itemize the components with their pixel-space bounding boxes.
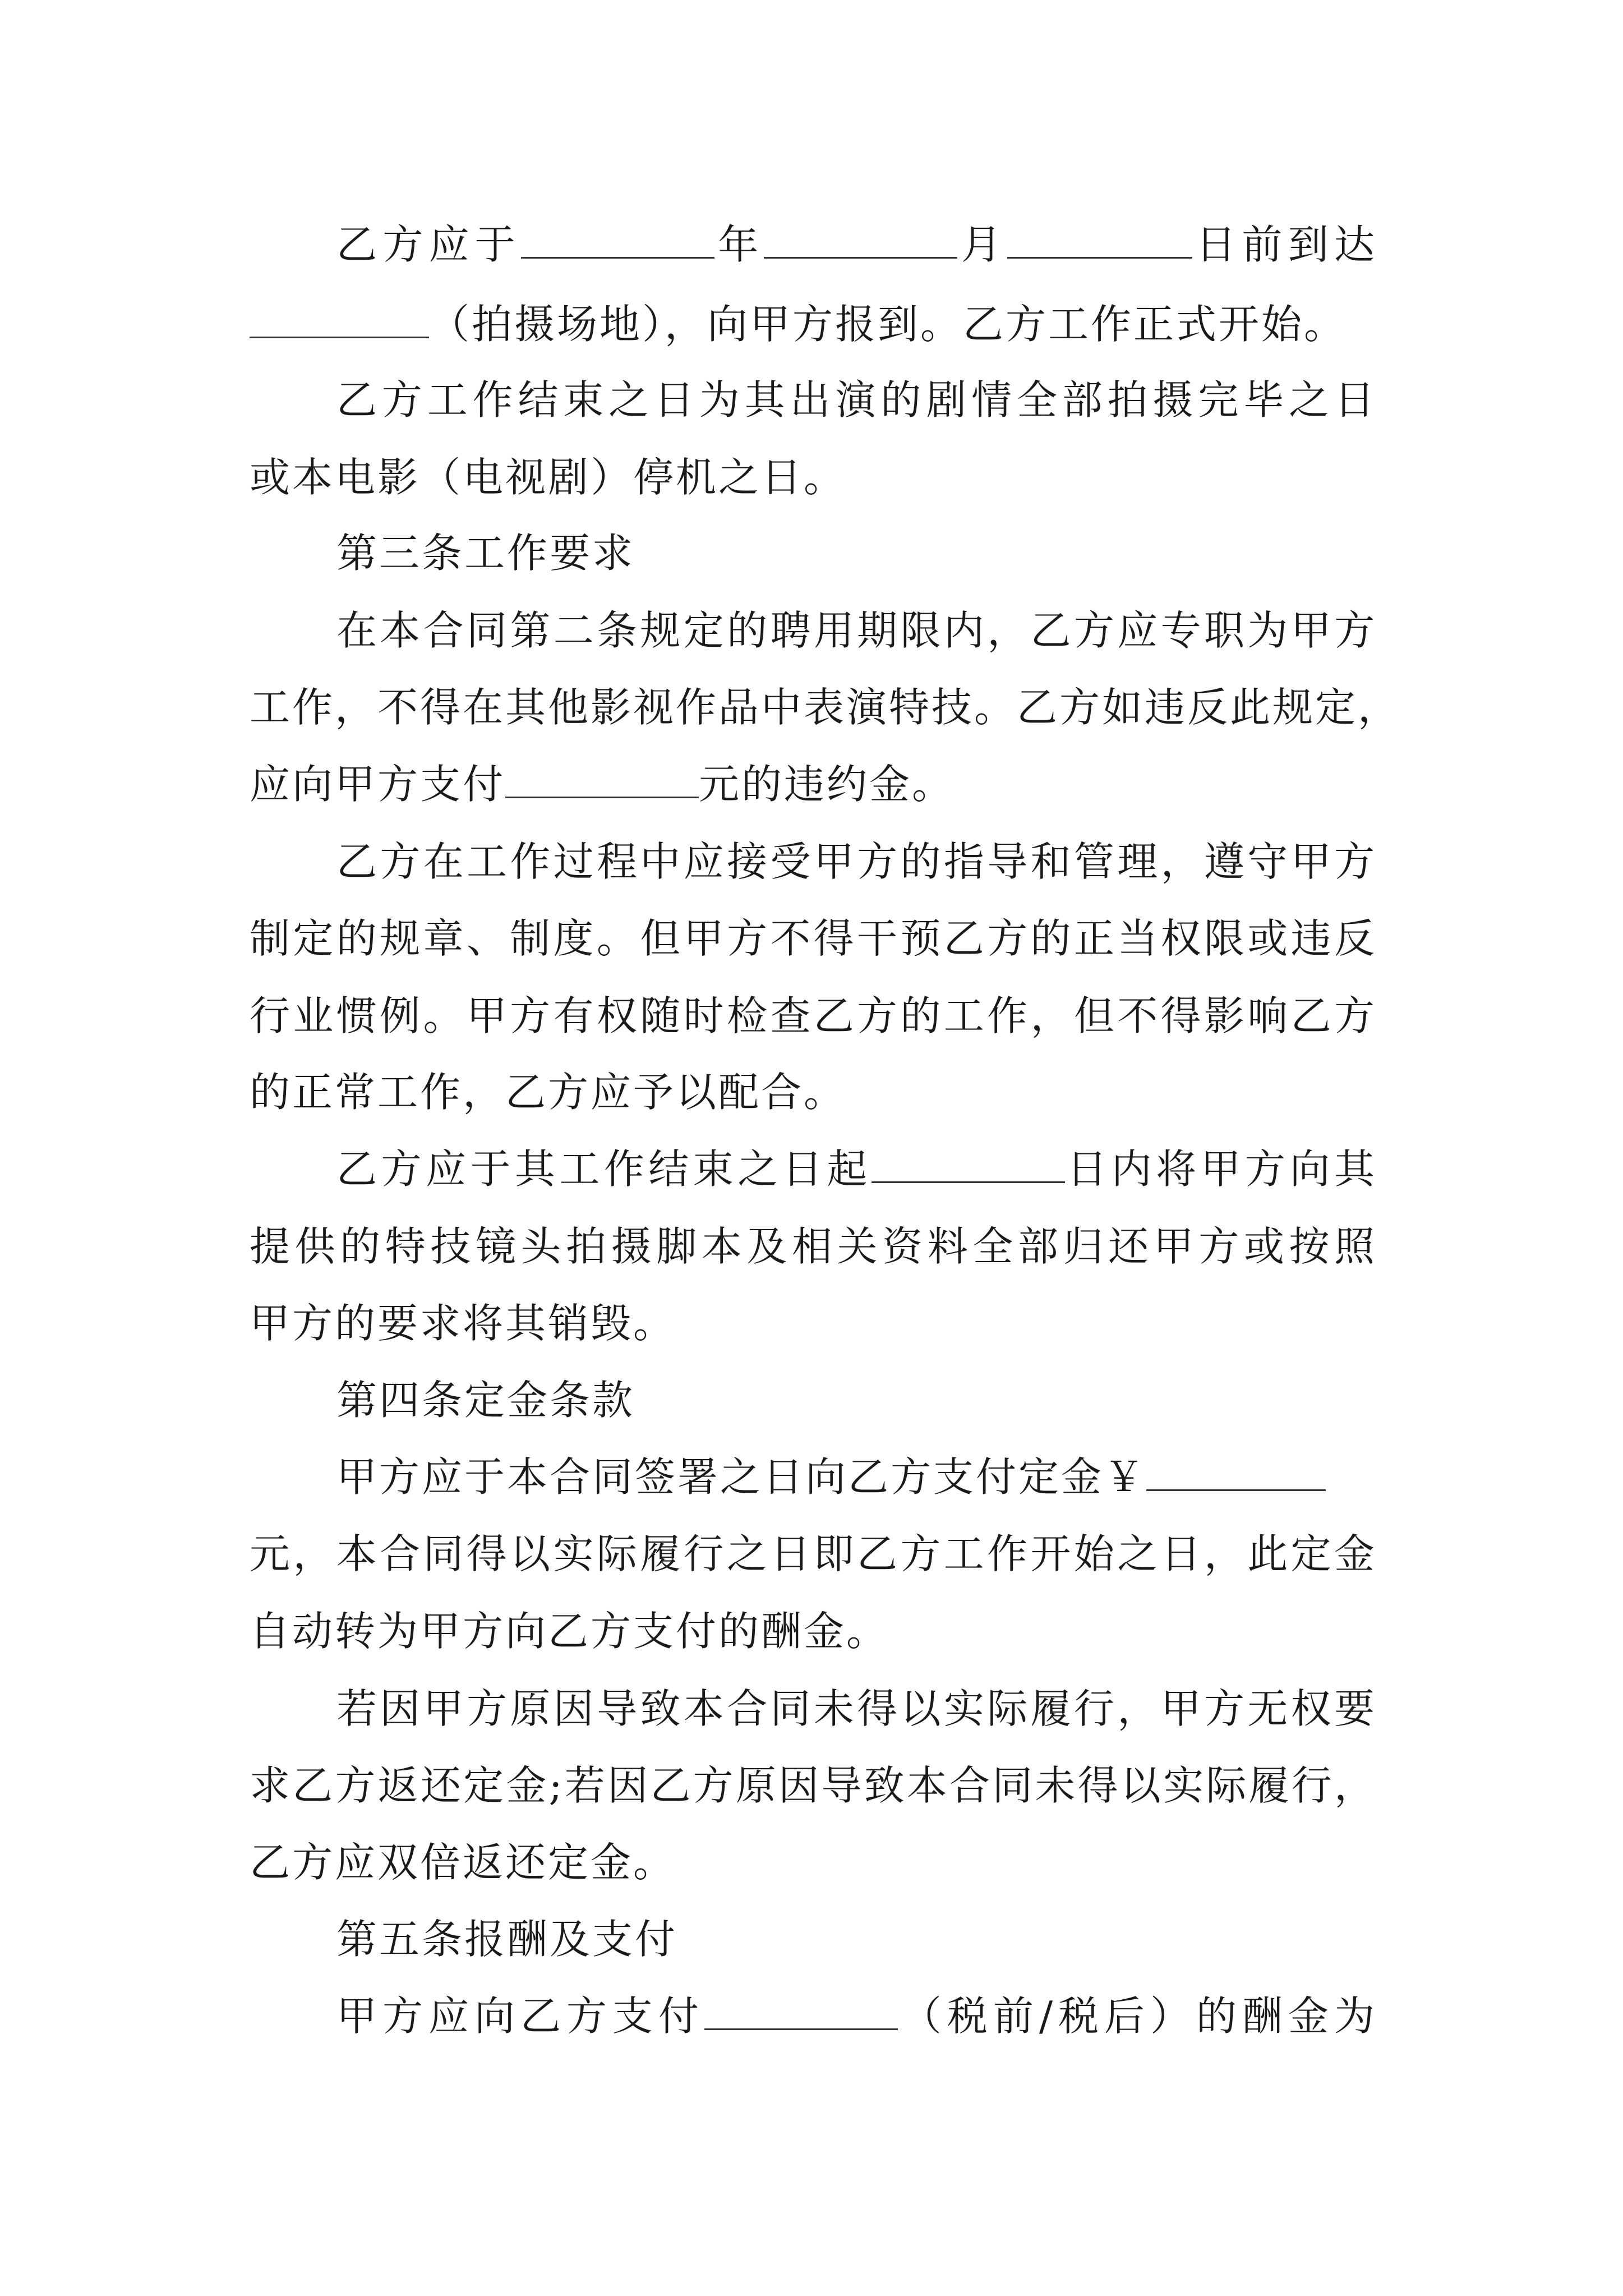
blank-field-day[interactable] <box>1007 222 1192 259</box>
text-run: 乙方应于 <box>336 221 521 268</box>
text-line: 行业惯例。甲方有权随时检查乙方的工作，但不得影响乙方 <box>250 992 1377 1039</box>
text-line: 在本合同第二条规定的聘用期限内，乙方应专职为甲方 <box>336 607 1377 654</box>
clause-heading: 第四条定金条款 <box>336 1377 635 1424</box>
text-line: 元，本合同得以实际履行之日即乙方工作开始之日，此定金 <box>250 1530 1377 1577</box>
text-line: 或本电影（电视剧）停机之日。 <box>250 454 847 501</box>
text-run: 月 <box>957 221 1007 268</box>
text-line <box>336 1989 1377 2043</box>
text-line <box>336 218 1377 272</box>
blank-field-days[interactable] <box>872 1147 1065 1183</box>
text-run: （拍摄场地），向甲方报到。乙方工作正式开始。 <box>429 301 1347 348</box>
text-run: 甲方应向乙方支付 <box>336 1993 704 2040</box>
text-line <box>336 1450 1377 1504</box>
clause-heading: 第三条工作要求 <box>336 530 635 577</box>
text-line: 的正常工作，乙方应予以配合。 <box>250 1069 847 1116</box>
text-run: 日内将甲方向其 <box>1064 1145 1377 1193</box>
text-run: 甲方应于本合同签署之日向乙方支付定金￥ <box>336 1453 1147 1501</box>
blank-field-month[interactable] <box>764 222 957 259</box>
text-line: 乙方在工作过程中应接受甲方的指导和管理，遵守甲方 <box>336 838 1377 885</box>
text-line: 乙方应双倍返还定金。 <box>250 1839 676 1886</box>
text-line: 自动转为甲方向乙方支付的酬金。 <box>250 1608 889 1655</box>
blank-field-payment[interactable] <box>704 1994 898 2030</box>
text-line <box>336 1142 1377 1196</box>
blank-field-location[interactable] <box>250 302 429 338</box>
text-run: 乙方应于其工作结束之日起 <box>336 1145 872 1193</box>
text-line: 工作，不得在其他影视作品中表演特技。乙方如违反此规定， <box>250 684 1401 731</box>
text-run: （税前/税后）的酬金为 <box>897 1993 1377 2040</box>
blank-field-deposit[interactable] <box>1146 1455 1326 1491</box>
blank-field-year[interactable] <box>521 222 714 259</box>
text-line: 若因甲方原因导致本合同未得以实际履行，甲方无权要 <box>336 1685 1377 1732</box>
text-line: 求乙方返还定金;若因乙方原因导致本合同未得以实际履行， <box>250 1762 1377 1809</box>
text-run: 日前到达 <box>1192 221 1377 268</box>
text-line: 制定的规章、制度。但甲方不得干预乙方的正当权限或违反 <box>250 915 1377 962</box>
text-run: 年 <box>714 221 764 268</box>
text-line: 甲方的要求将其销毁。 <box>250 1300 676 1347</box>
text-line: 提供的特技镜头拍摄脚本及相关资料全部归还甲方或按照 <box>250 1223 1377 1270</box>
text-line <box>250 297 1377 351</box>
text-line: 乙方工作结束之日为其出演的剧情全部拍摄完毕之日 <box>336 376 1377 424</box>
text-line <box>250 757 1377 811</box>
text-run: 应向甲方支付 <box>250 761 506 808</box>
clause-heading: 第五条报酬及支付 <box>336 1916 678 1963</box>
blank-field-penalty[interactable] <box>505 762 699 798</box>
text-run: 元的违约金。 <box>699 761 955 808</box>
